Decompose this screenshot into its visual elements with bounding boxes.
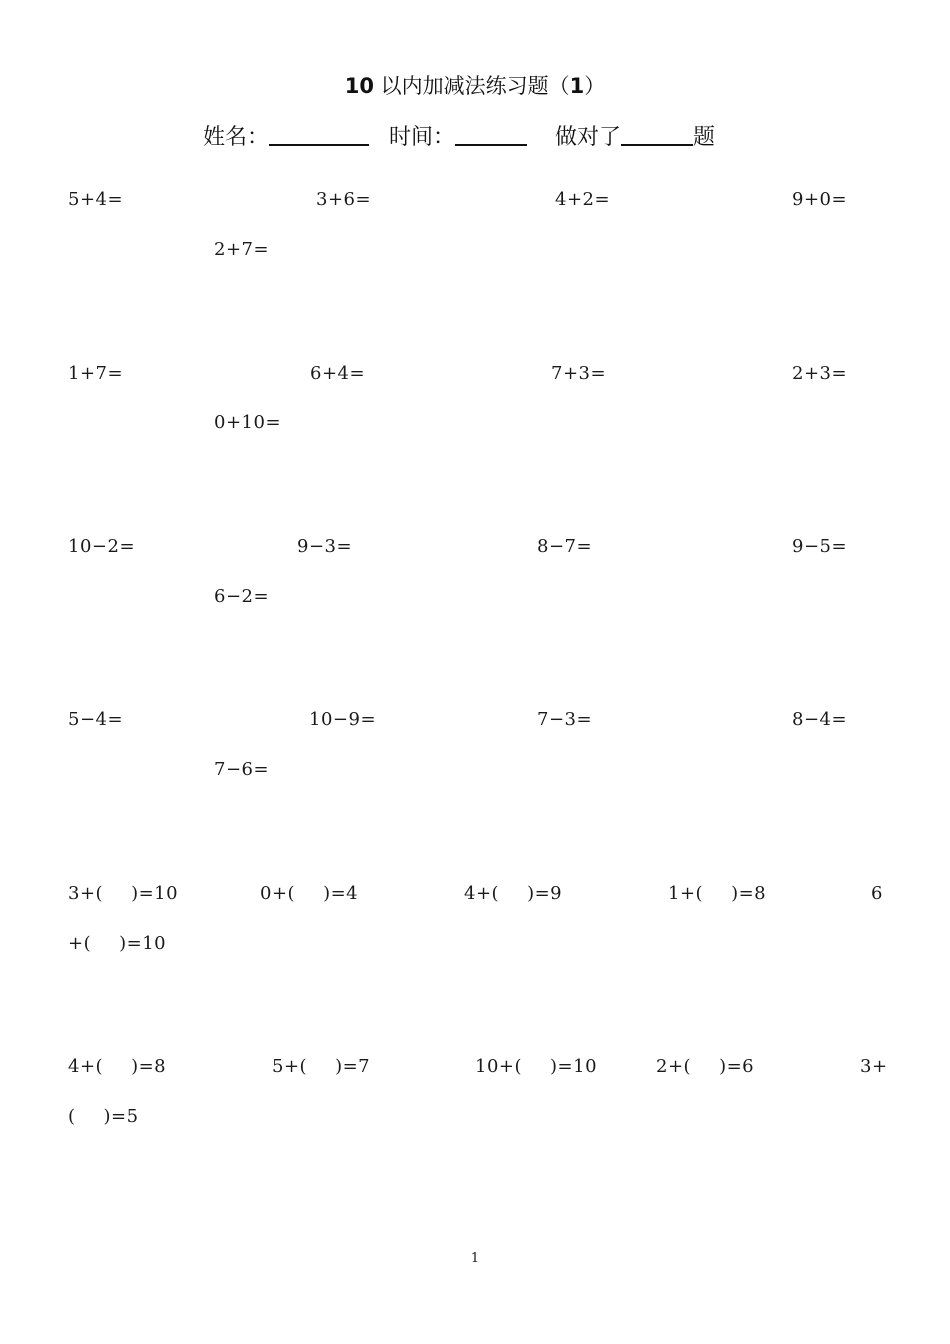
fill-problem: 4+( )=8 bbox=[68, 1056, 167, 1077]
problem: 10−9= bbox=[309, 709, 377, 730]
fill-problem-wrap-start: 6 bbox=[871, 883, 883, 904]
title-text: 以内加减法练习题（ bbox=[380, 74, 570, 98]
problem: 6−2= bbox=[214, 586, 270, 607]
fill-problem-wrap-cont: +( )=10 bbox=[68, 933, 167, 954]
problem: 2+7= bbox=[214, 239, 270, 260]
correct-suffix: 题 bbox=[693, 125, 716, 150]
problem: 10−2= bbox=[68, 536, 136, 557]
problem: 5+4= bbox=[68, 189, 124, 210]
fill-problem: 1+( )=8 bbox=[668, 883, 767, 904]
title-close: ） bbox=[584, 74, 606, 98]
problem: 7+3= bbox=[551, 363, 607, 384]
problem: 2+3= bbox=[792, 363, 848, 384]
fill-problem: 4+( )=9 bbox=[464, 883, 563, 904]
time-blank[interactable] bbox=[455, 118, 527, 146]
problem: 0+10= bbox=[214, 412, 282, 433]
fill-problem: 3+( )=10 bbox=[68, 883, 179, 904]
student-info-line bbox=[203, 118, 715, 155]
name-blank[interactable] bbox=[269, 118, 369, 146]
problem: 8−4= bbox=[792, 709, 848, 730]
problem: 4+2= bbox=[555, 189, 611, 210]
page-number: 1 bbox=[470, 1251, 480, 1266]
fill-problem-wrap-cont: ( )=5 bbox=[68, 1106, 139, 1127]
problem: 9−5= bbox=[792, 536, 848, 557]
correct-count-blank[interactable] bbox=[621, 118, 693, 146]
problem: 3+6= bbox=[316, 189, 372, 210]
fill-problem-wrap-start: 3+ bbox=[860, 1056, 888, 1077]
fill-problem: 0+( )=4 bbox=[260, 883, 359, 904]
title-index: 1 bbox=[569, 74, 585, 98]
time-label: 时间： bbox=[389, 125, 456, 150]
problem: 7−6= bbox=[214, 759, 270, 780]
problem: 1+7= bbox=[68, 363, 124, 384]
name-label: 姓名： bbox=[203, 125, 270, 150]
problem: 5−4= bbox=[68, 709, 124, 730]
page-title bbox=[0, 70, 950, 102]
correct-label: 做对了 bbox=[555, 125, 622, 150]
problem: 8−7= bbox=[537, 536, 593, 557]
fill-problem: 5+( )=7 bbox=[272, 1056, 371, 1077]
problem: 7−3= bbox=[537, 709, 593, 730]
fill-problem: 2+( )=6 bbox=[656, 1056, 755, 1077]
problem: 9−3= bbox=[297, 536, 353, 557]
title-number: 10 bbox=[344, 74, 374, 98]
fill-problem: 10+( )=10 bbox=[475, 1056, 598, 1077]
problem: 6+4= bbox=[310, 363, 366, 384]
problem: 9+0= bbox=[792, 189, 848, 210]
